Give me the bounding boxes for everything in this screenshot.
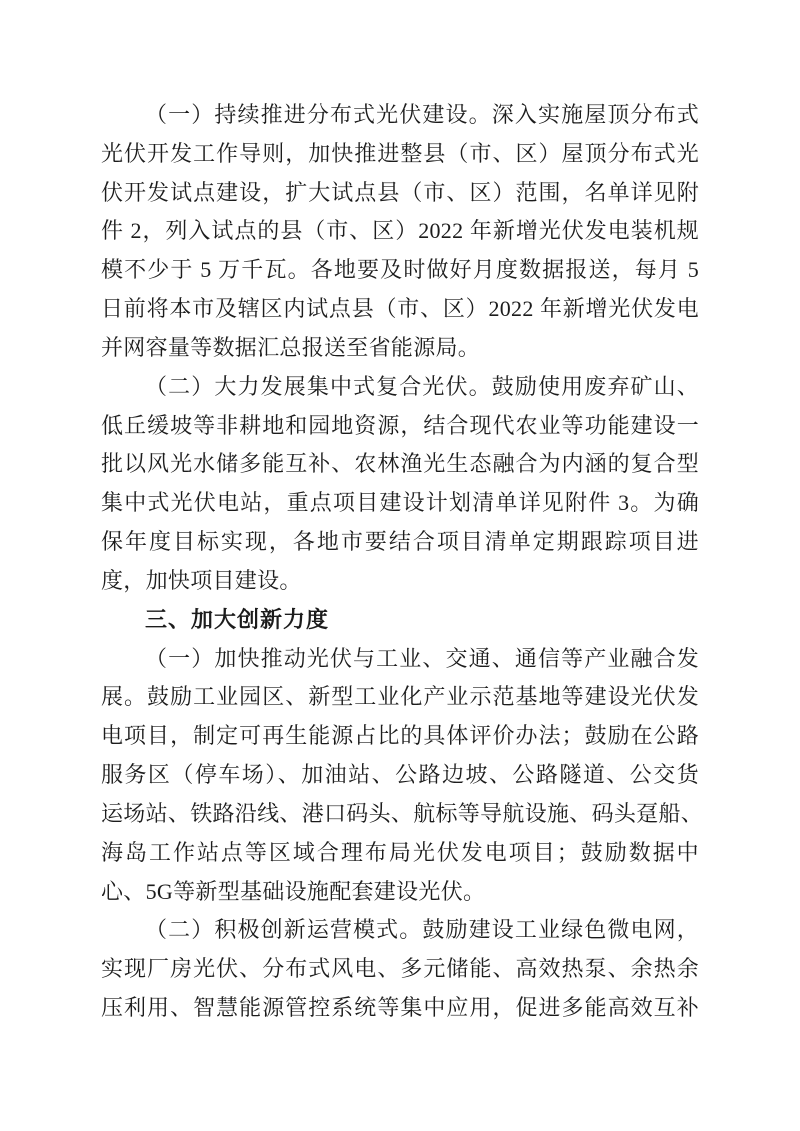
document-line: 日前将本市及辖区内试点县（市、区）2022 年新增光伏发电 bbox=[101, 296, 699, 322]
document-text-block bbox=[101, 96, 704, 1028]
document-line: 并网容量等数据汇总报送至省能源局。 bbox=[101, 334, 481, 360]
document-line: 模不少于 5 万千瓦。各地要及时做好月度数据报送，每月 5 bbox=[101, 257, 699, 283]
document-line: 服务区（停车场）、加油站、公路边坡、公路隧道、公交货 bbox=[101, 762, 699, 788]
document-line: 心、5G等新型基础设施配套建设光伏。 bbox=[101, 878, 486, 904]
document-line: 海岛工作站点等区域合理布局光伏发电项目；鼓励数据中 bbox=[101, 839, 699, 865]
document-line: 压利用、智慧能源管控系统等集中应用，促进多能高效互补 bbox=[101, 995, 699, 1021]
document-line: 展。鼓励工业园区、新型工业化产业示范基地等建设光伏发 bbox=[101, 684, 699, 710]
document-line: 电项目，制定可再生能源占比的具体评价办法；鼓励在公路 bbox=[101, 723, 699, 749]
document-line: 伏开发试点建设，扩大试点县（市、区）范围，名单详见附 bbox=[101, 179, 699, 205]
document-line: （二）积极创新运营模式。鼓励建设工业绿色微电网， bbox=[145, 917, 699, 943]
document-line: （一）持续推进分布式光伏建设。深入实施屋顶分布式 bbox=[145, 102, 699, 127]
document-line: 低丘缓坡等非耕地和园地资源，结合现代农业等功能建设一 bbox=[101, 412, 699, 438]
document-line: （二）大力发展集中式复合光伏。鼓励使用废弃矿山、 bbox=[145, 373, 699, 399]
document-line: 集中式光伏电站，重点项目建设计划清单详见附件 3。为确 bbox=[101, 490, 699, 516]
document-line: （一）加快推动光伏与工业、交通、通信等产业融合发 bbox=[145, 645, 699, 671]
document-line: 度，加快项目建设。 bbox=[101, 567, 302, 593]
document-line: 运场站、铁路沿线、港口码头、航标等导航设施、码头趸船、 bbox=[101, 800, 704, 826]
section-heading-line: 三、加大创新力度 bbox=[145, 606, 330, 632]
document-line: 保年度目标实现，各地市要结合项目清单定期跟踪项目进 bbox=[101, 529, 699, 555]
document-line: 批以风光水储多能互补、农林渔光生态融合为内涵的复合型 bbox=[101, 451, 699, 477]
document-line: 件 2，列入试点的县（市、区）2022 年新增光伏发电装机规 bbox=[101, 218, 699, 244]
document-line: 光伏开发工作导则，加快推进整县（市、区）屋顶分布式光 bbox=[101, 140, 699, 166]
document-line: 实现厂房光伏、分布式风电、多元储能、高效热泵、余热余 bbox=[101, 956, 699, 982]
